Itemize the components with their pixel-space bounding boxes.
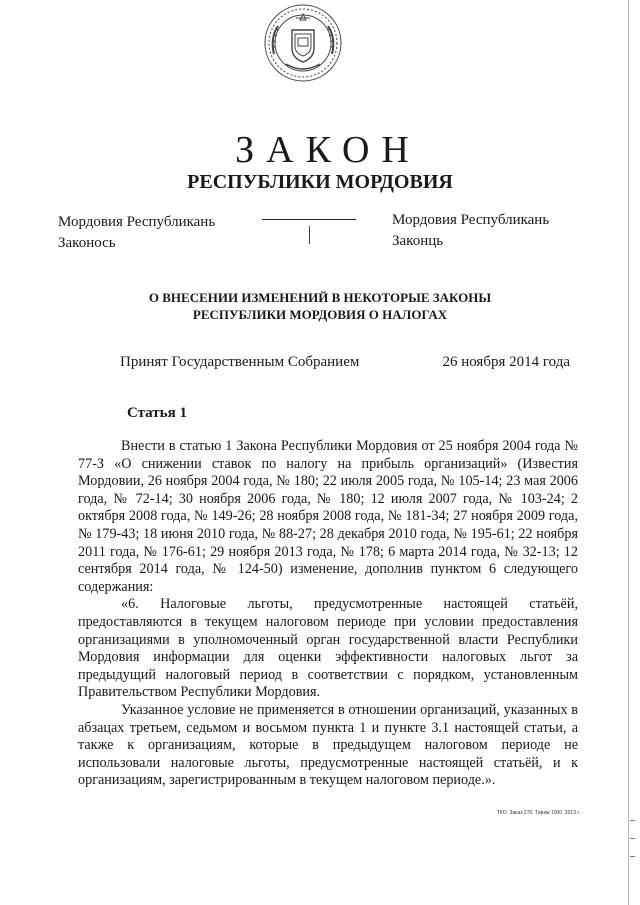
edge-mark (630, 856, 635, 857)
moksha-title-line1: Мордовия Республикань (58, 214, 216, 230)
moksha-title-block (58, 212, 215, 254)
law-title: ЗАКОН (235, 129, 421, 171)
coat-of-arms-icon (262, 2, 344, 84)
edge-mark (630, 820, 635, 821)
act-title-line2: РЕСПУБЛИКИ МОРДОВИЯ О НАЛОГАХ (192, 307, 448, 322)
registration-mark (309, 226, 310, 244)
edge-mark (630, 838, 635, 839)
act-title (0, 289, 640, 323)
adopted-by: Принят Государственным Собранием (120, 354, 360, 370)
print-imprint: ТКО. Заказ 270. Тираж 1000. 2013 г. (496, 810, 580, 816)
adopted-date: 26 ноября 2014 года (442, 354, 570, 370)
registration-number-line (262, 219, 356, 220)
erzya-title-line2: Законць (392, 233, 444, 249)
moksha-title-line2: Законось (58, 235, 116, 251)
article-paragraph-2: «6. Налоговые льготы, предусмотренные настоящей статьёй, предоставляются в текущем налоговом периоде при условии предоставления организациями в уполномоченный орган государственной власти Республики Мордовия информации для оценки эффективности налоговых льгот за предыдущий налоговый период в соответствии с порядком, установленным Правительством Республики Мордовия. (78, 596, 578, 701)
erzya-title-line1: Мордовия Республикань (392, 212, 550, 228)
article-heading: Статья 1 (127, 405, 187, 421)
article-paragraph-1: Внести в статью 1 Закона Республики Мордовия от 25 ноября 2004 года № 77-З «О снижении ставок по налогу на прибыль организаций» (Известия Мордовии, 26 ноября 2004 года, № 180; 22 июля 2005 года, № 105-14; 23 мая 2006 года, № 72-14; 30 ноября 2006 года, № 180; 12 июля 2007 года, № 103-24; 2 октября 2008 года, № 149-26; 28 ноября 2008 года, № 181-34; 27 ноября 2009 года, № 179-43; 18 июня 2010 года, № 88-27; 28 декабря 2010 года, № 195-61; 22 ноября 2011 года, № 176-61; 29 ноября 2013 года, № 178; 6 марта 2014 года, № 32-13; 12 сентября 2014 года, № 124-50) изменение, дополнив пунктом 6 следующего содержания: (78, 438, 578, 595)
page-edge-line (628, 0, 629, 905)
article-body (78, 438, 578, 790)
article-paragraph-3: Указанное условие не применяется в отношении организаций, указанных в абзацах третьем, седьмом и восьмом пункта 1 и пункте 3.1 настоящей статьи, а также к организациям, которые в предыдущем налоговом периоде не использовали налоговые льготы, предусмотренные настоящей статьёй, и к организациям, зарегистрированным в текущем налоговом периоде.». (78, 701, 578, 789)
republic-subtitle: РЕСПУБЛИКИ МОРДОВИЯ (187, 171, 453, 193)
act-title-line1: О ВНЕСЕНИИ ИЗМЕНЕНИЙ В НЕКОТОРЫЕ ЗАКОНЫ (148, 290, 492, 305)
erzya-title-block (392, 210, 549, 252)
